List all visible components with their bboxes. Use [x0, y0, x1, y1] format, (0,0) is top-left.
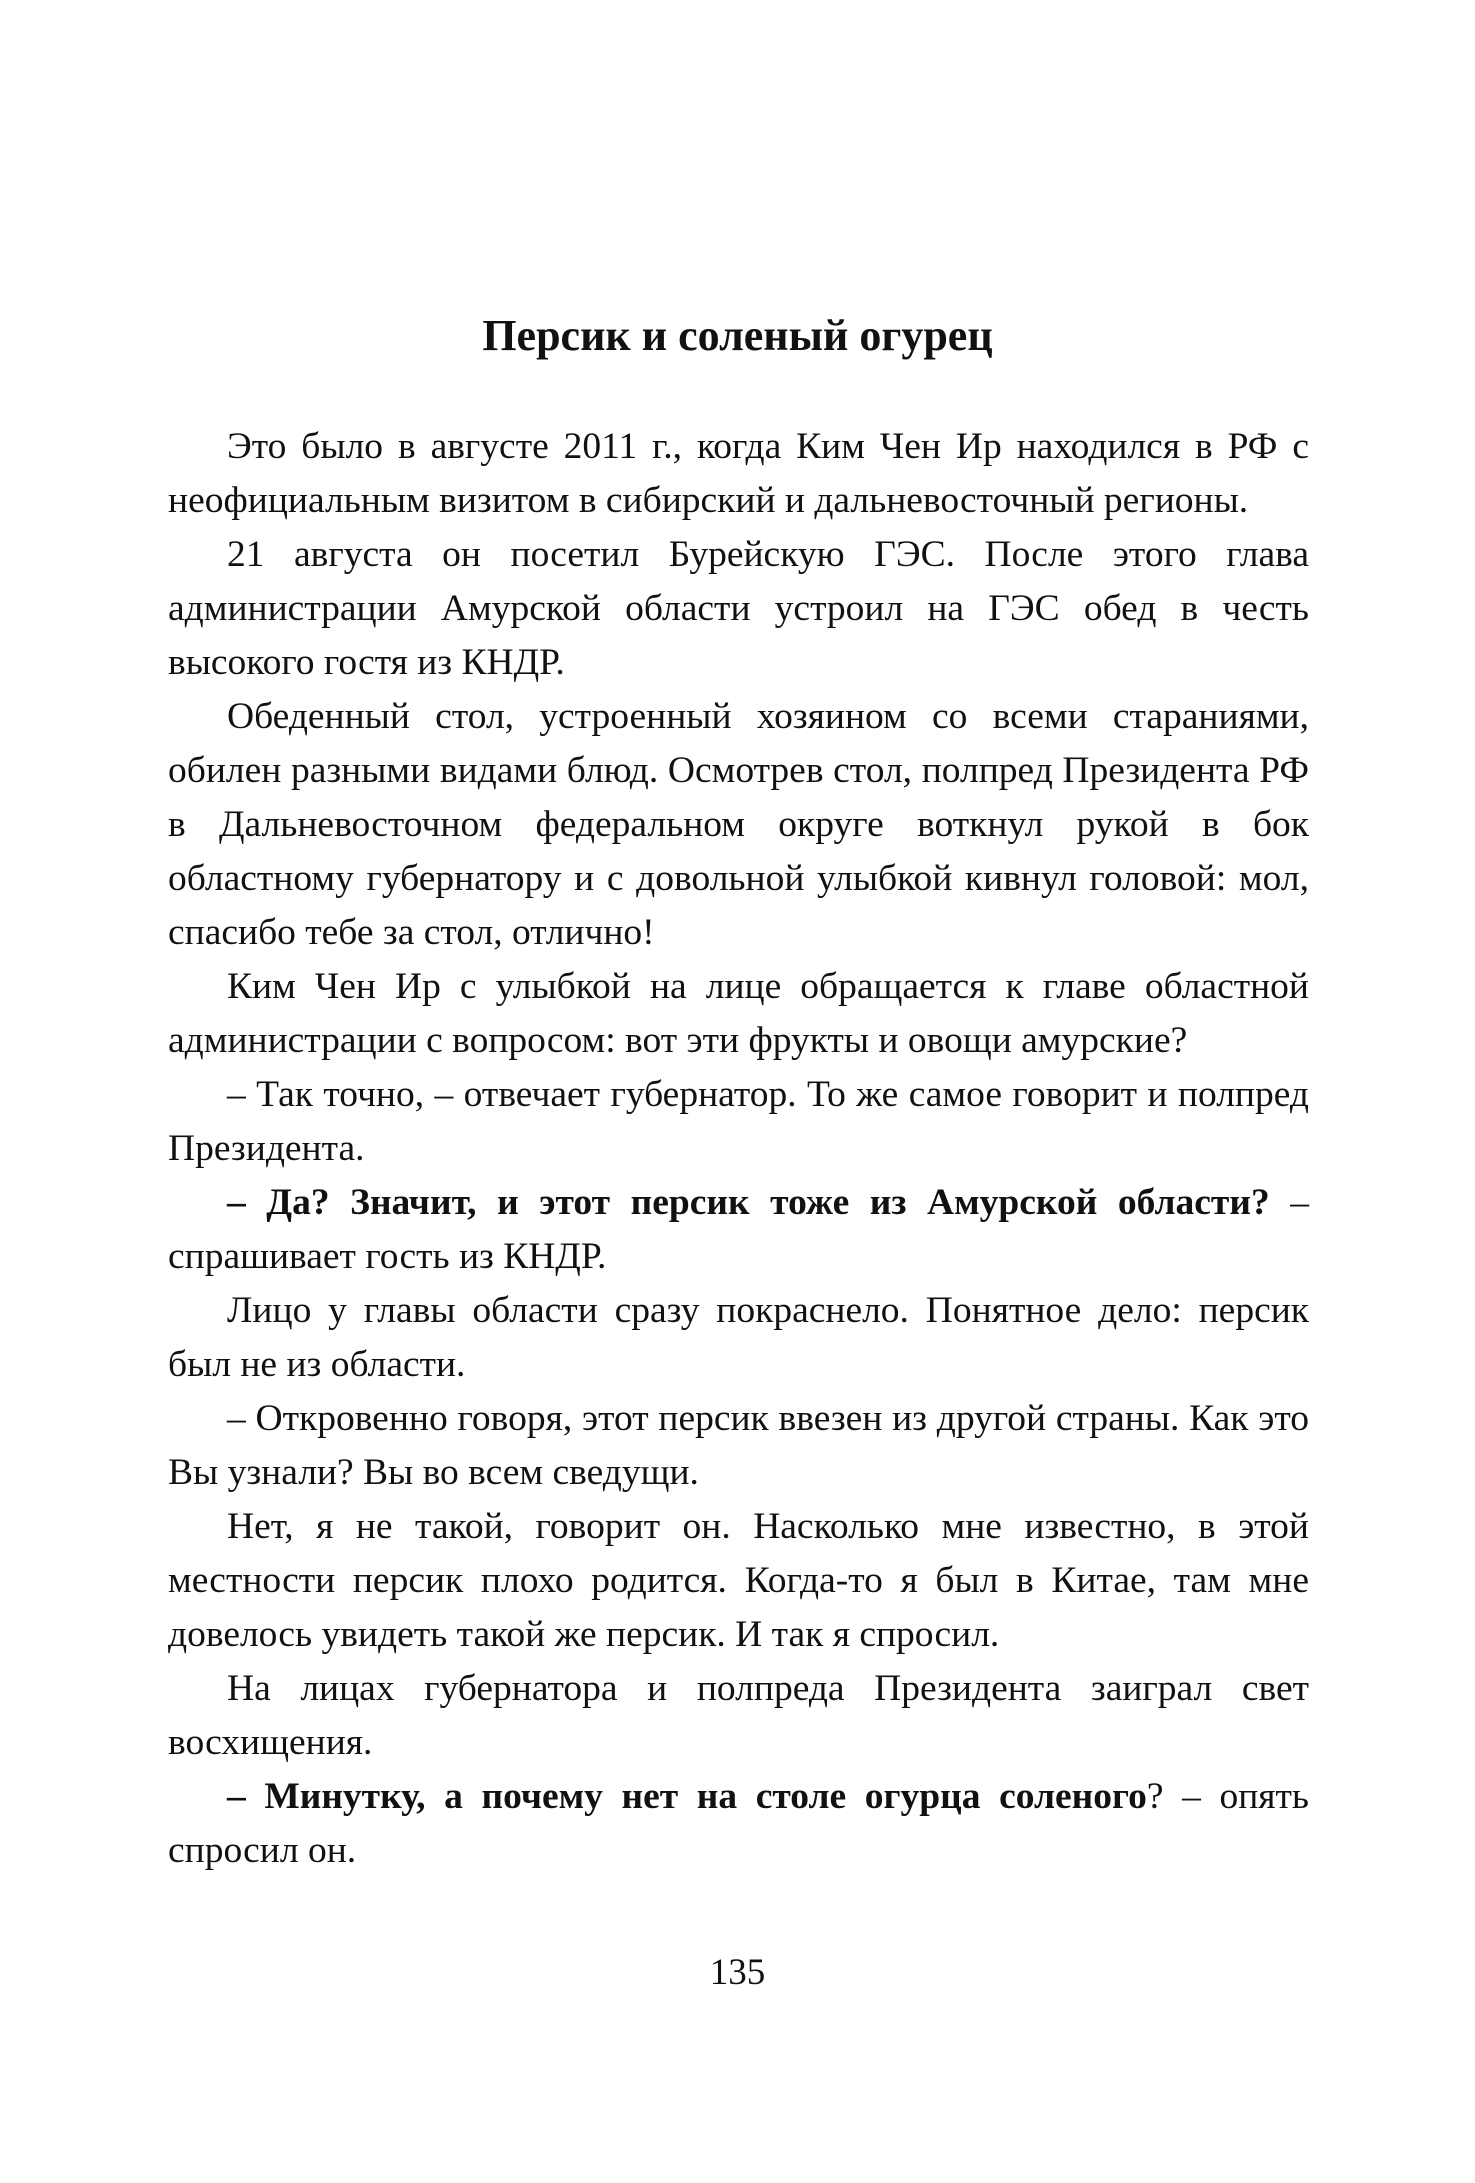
paragraph	[168, 1176, 1309, 1284]
paragraph-text: 21 августа он посетил Бурейскую ГЭС. После этого глава администрации Амурской области устроил на ГЭС обед в честь высокого гостя из КНДР.	[168, 534, 1309, 683]
paragraph-bold-text: – Да? Значит, и этот персик тоже из Амурской области?	[227, 1182, 1270, 1223]
paragraph	[168, 1500, 1309, 1662]
paragraph	[168, 1284, 1309, 1392]
paragraph-text: – Так точно, – отвечает губернатор. То же самое говорит и полпред Президента.	[168, 1074, 1309, 1169]
paragraph	[168, 420, 1309, 528]
paragraph	[168, 1068, 1309, 1176]
paragraph-text: Обеденный стол, устроенный хозяином со всеми стараниями, обилен разными видами блюд. Осмотрев стол, полпред Президента РФ в Дальневосточном федеральном округе воткнул рукой в бок областному губернатору и с довольной улыбкой кивнул головой: мол, спасибо тебе за стол, отлично!	[168, 696, 1309, 953]
paragraph-text: ? – опять спросил он.	[168, 1776, 1309, 1871]
paragraph-text: Это было в августе 2011 г., когда Ким Чен Ир находился в РФ с неофициальным визитом в сибирский и дальневосточный регионы.	[168, 426, 1309, 521]
page-body	[168, 420, 1309, 1878]
page-number: 135	[709, 1952, 766, 1993]
paragraph	[168, 960, 1309, 1068]
paragraph-text: Ким Чен Ир с улыбкой на лице обращается к главе областной администрации с вопросом: вот эти фрукты и овощи амурские?	[168, 966, 1309, 1061]
paragraph-text: – спрашивает гость из КНДР.	[168, 1182, 1310, 1277]
paragraph	[168, 690, 1309, 960]
paragraph-bold-text: – Минутку, а почему нет на столе огурца соленого	[227, 1776, 1147, 1817]
paragraph-text: Лицо у главы области сразу покраснело. Понятное дело: персик был не из области.	[168, 1290, 1309, 1385]
paragraph-text: – Откровенно говоря, этот персик ввезен из другой страны. Как это Вы узнали? Вы во всем сведущи.	[168, 1398, 1309, 1493]
paragraph	[168, 1392, 1309, 1500]
paragraph	[168, 1770, 1309, 1878]
paragraph-text: Нет, я не такой, говорит он. Насколько мне известно, в этой местности персик плохо родится. Когда-то я был в Китае, там мне довелось увидеть такой же персик. И так я спросил.	[168, 1506, 1309, 1655]
paragraph-text: На лицах губернатора и полпреда Президента заиграл свет восхищения.	[168, 1668, 1309, 1763]
paragraph	[168, 528, 1309, 690]
paragraph	[168, 1662, 1309, 1770]
chapter-title: Персик и соленый огурец	[482, 311, 993, 360]
